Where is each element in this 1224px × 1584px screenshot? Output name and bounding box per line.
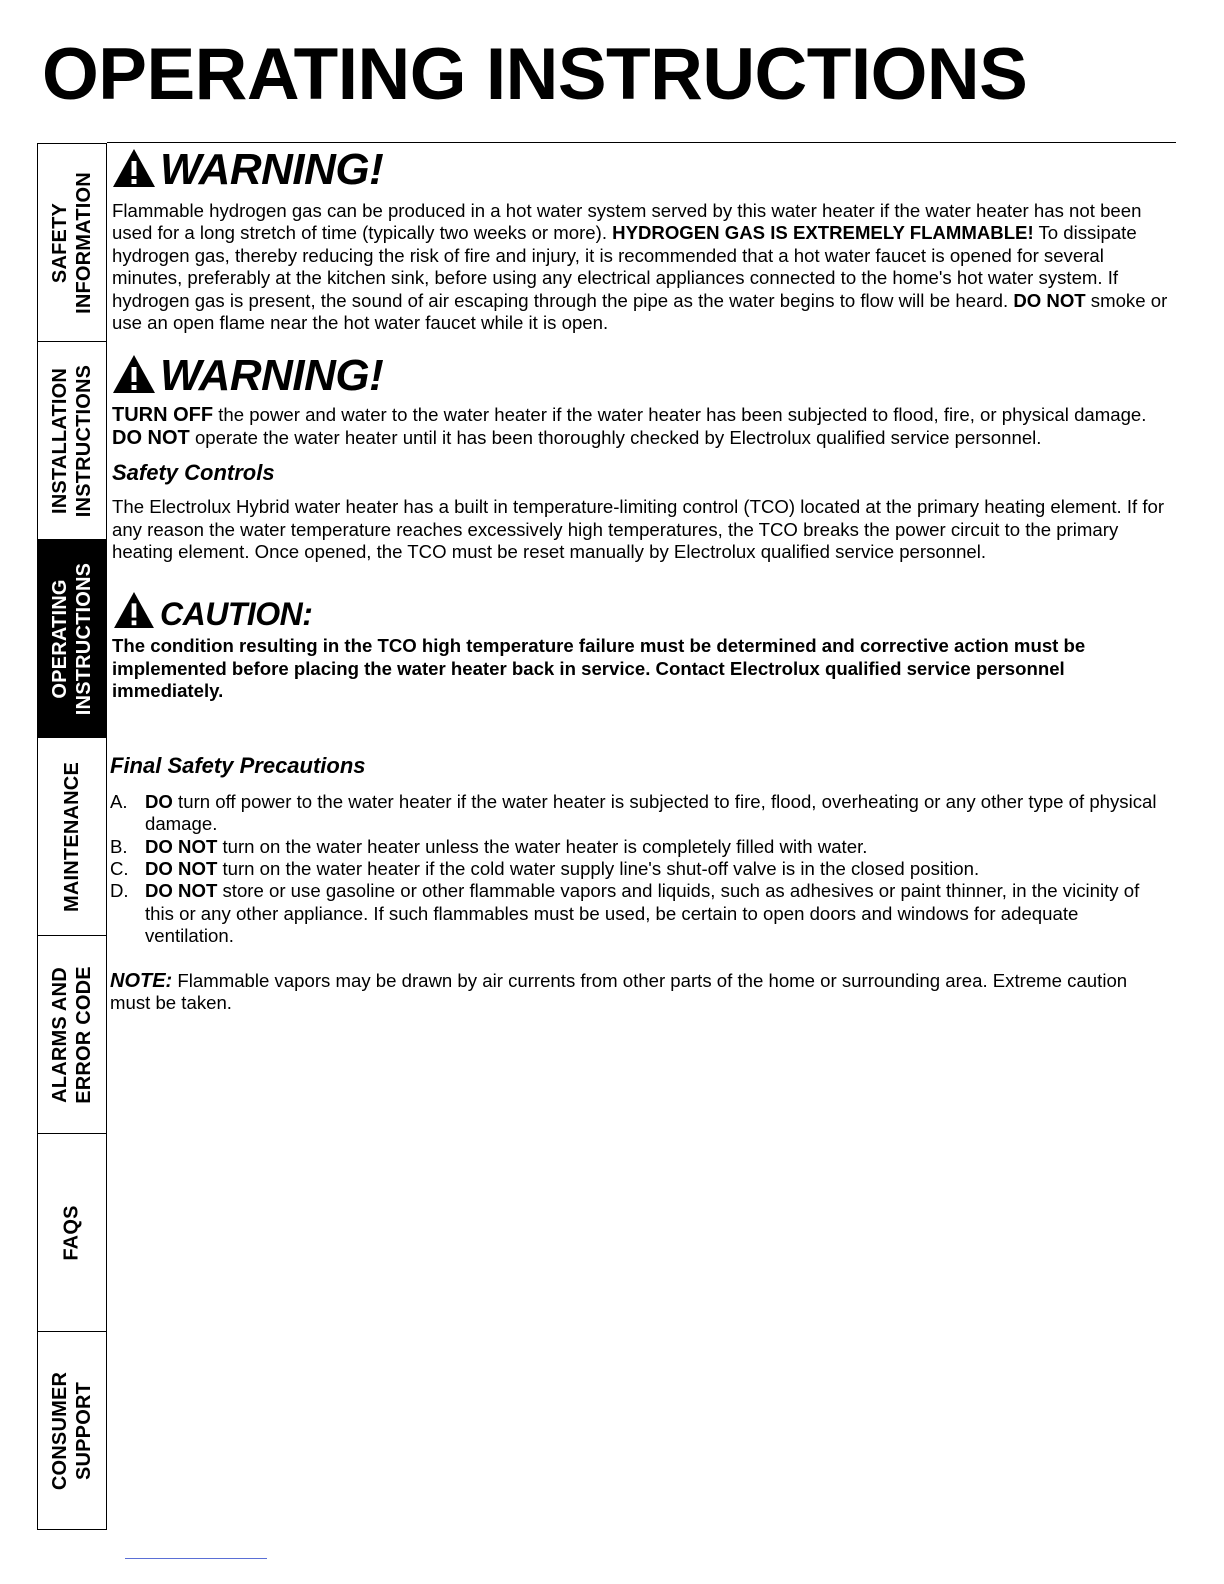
tab-operating-instructions[interactable] <box>38 540 106 738</box>
final-precautions-section <box>110 753 1172 1015</box>
turn-off-instruction: TURN OFF the power and water to the water heater if the water heater has been subjected to flood, fire, or physical damage. <box>112 404 1147 427</box>
note-paragraph: NOTE: Flammable vapors may be drawn by air currents from other parts of the home or surrounding area. Extreme caution must be taken. <box>110 969 1128 1013</box>
list-item: C. DO NOT turn on the water heater if the cold water supply line's shut-off valve is in the closed position. <box>110 857 980 879</box>
tco-caution <box>112 591 1172 702</box>
list-item: D. DO NOT store or use gasoline or other flammable vapors and liquids, such as adhesives or paint thinner, in the vicinity of this or any other appliance. If such flammables must be used, be certain to open doors and windows for adequate ventilation. <box>110 880 1140 947</box>
do-not-operate-instruction: DO NOT operate the water heater until it has been thoroughly checked by Electrolux qualified service personnel. <box>112 426 1042 449</box>
tab-alarms-error-code[interactable] <box>38 936 106 1134</box>
tab-consumer-support[interactable] <box>38 1332 106 1530</box>
title-divider <box>107 142 1176 143</box>
warning-triangle-icon <box>112 354 156 394</box>
tab-safety-information[interactable] <box>38 144 106 342</box>
safety-controls-text: The Electrolux Hybrid water heater has a built in temperature-limiting control (TCO) located at the primary heating element. If for any reason the water temperature reaches excessively high temperatures, the TCO breaks the power circuit to the primary heating element. Once opened, the TCO must be reset manually by Electrolux qualified service personnel. <box>112 496 1165 563</box>
tab-label: INSTALLATION INSTRUCTIONS <box>49 364 95 517</box>
precautions-list <box>110 791 1172 948</box>
tab-label: FAQS <box>60 1204 83 1261</box>
list-item: B. DO NOT turn on the water heater unless the water heater is completely filled with water. <box>110 835 868 857</box>
footer-divider <box>125 1558 267 1559</box>
tab-label: MAINTENANCE <box>61 761 84 912</box>
hydrogen-warning <box>112 146 1172 334</box>
safety-controls-heading: Safety Controls <box>112 460 275 486</box>
final-precautions-heading: Final Safety Precautions <box>110 752 366 778</box>
main-content <box>112 146 1172 1014</box>
hydrogen-warning-text: Flammable hydrogen gas can be produced in a hot water system served by this water heater if the water heater has not been used for a long stretch of time (typically two weeks or more). HYDROGEN GAS IS EXTREMELY FLAMMABLE! To dissipate hydrogen gas, thereby reducing the risk of fire and injury, it is recommended that a hot water faucet is opened for several minutes, preferably at the kitchen sink, before using any electrical appliances connected to the home's hot water system. If hydrogen gas is present, the sound of air escaping through the pipe as the water begins to flow will be heard. DO NOT smoke or use an open flame near the hot water faucet while it is open. <box>112 200 1168 334</box>
warning-heading: WARNING! <box>112 352 1172 400</box>
tab-label: OPERATING INSTRUCTIONS <box>49 562 95 715</box>
section-tabs <box>37 143 107 1530</box>
list-item: A. DO turn off power to the water heater if the water heater is subjected to fire, flood, overheating or any other type of physical damage. <box>110 790 1157 835</box>
tab-installation-instructions[interactable] <box>38 342 106 540</box>
warning-heading: WARNING! <box>112 146 1172 194</box>
damage-warning <box>112 352 1172 449</box>
caution-heading: CAUTION: <box>112 591 1172 633</box>
tab-label: SAFETY INFORMATION <box>49 171 95 314</box>
tab-faqs[interactable] <box>38 1134 106 1332</box>
tab-label: ALARMS AND ERROR CODE <box>49 965 96 1104</box>
caution-text: The condition resulting in the TCO high temperature failure must be determined and corrective action must be implemented before placing the water heater back in service. Contact Electrolux qualified service personnel immediately. <box>112 635 1086 702</box>
tab-label: CONSUMER SUPPORT <box>49 1371 95 1491</box>
tab-maintenance[interactable] <box>38 738 106 936</box>
safety-controls-section <box>112 460 1172 563</box>
page-title: OPERATING INSTRUCTIONS <box>42 34 1028 115</box>
warning-triangle-icon <box>112 148 156 188</box>
warning-triangle-icon <box>112 591 156 629</box>
